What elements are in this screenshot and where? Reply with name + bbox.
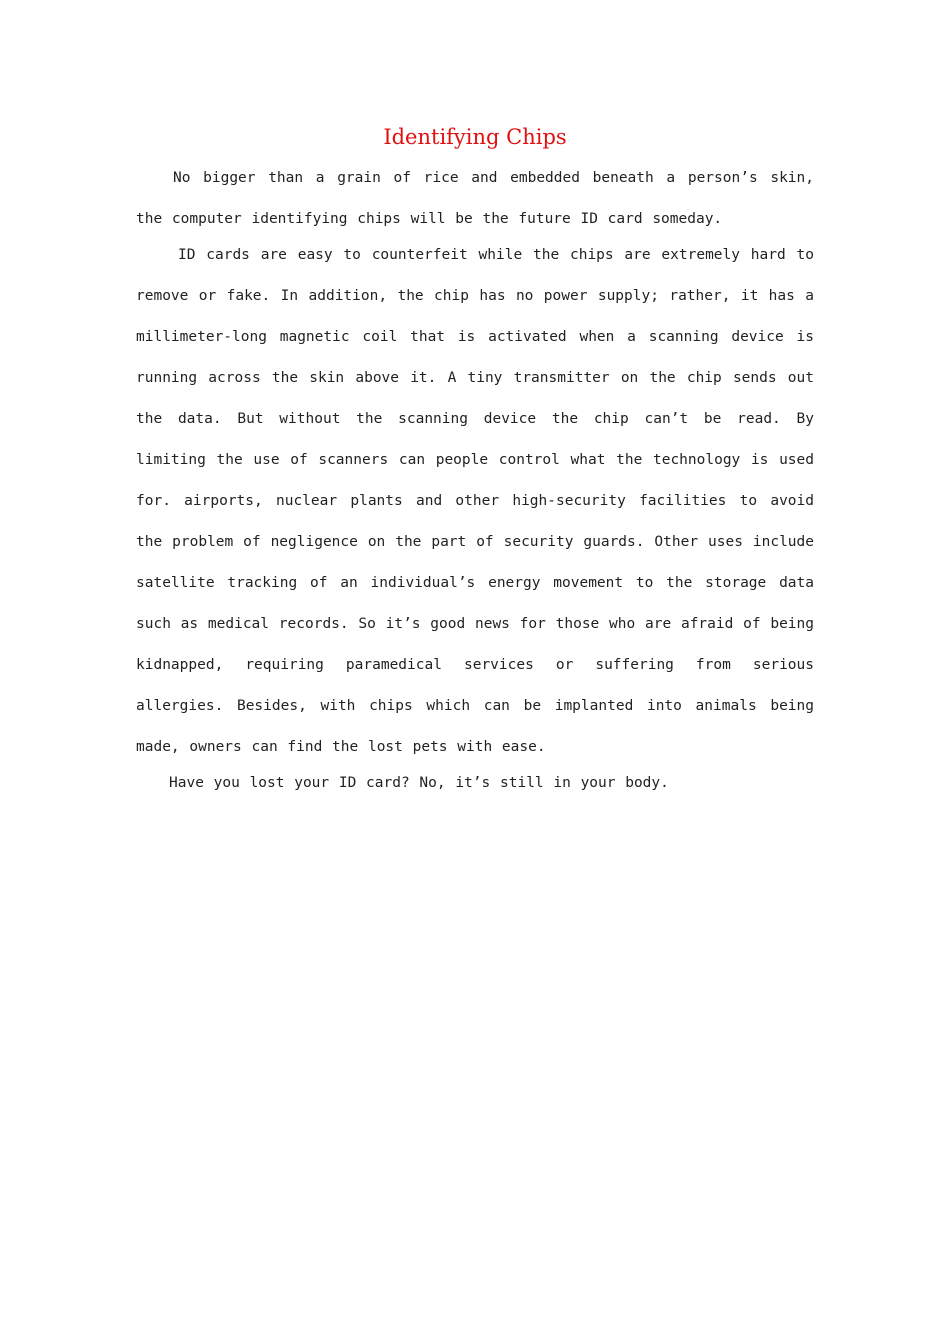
paragraph-intro: No bigger than a grain of rice and embedded beneath a person’s skin, the computer identifying chips will be the future ID card someday. [136,170,814,227]
paragraph-closing: Have you lost your ID card? No, it’s still in your body. [169,775,669,791]
article-title: Identifying Chips [383,125,567,149]
paragraph-main: ID cards are easy to counterfeit while the chips are extremely hard to remove or fake. In addition, the chip has no power supply; rather, it has a millimeter-long magnetic coil that is activated when a scanning device is running across the skin above it. A tiny transmitter on the chip sends out the data. But without the scanning device the chip can’t be read. By limiting the use of scanners can people control what the technology is used for. airports, nuclear plants and other high-security facilities to avoid the problem of negligence on the part of security guards. Other uses include satellite tracking of an individual’s energy movement to the storage data such as medical records. So it’s good news for those who are afraid of being kidnapped, requiring paramedical services or suffering from serious allergies. Besides, with chips which can be implanted into animals being made, owners can find the lost pets with ease. [136,247,814,755]
article-body [136,122,814,804]
